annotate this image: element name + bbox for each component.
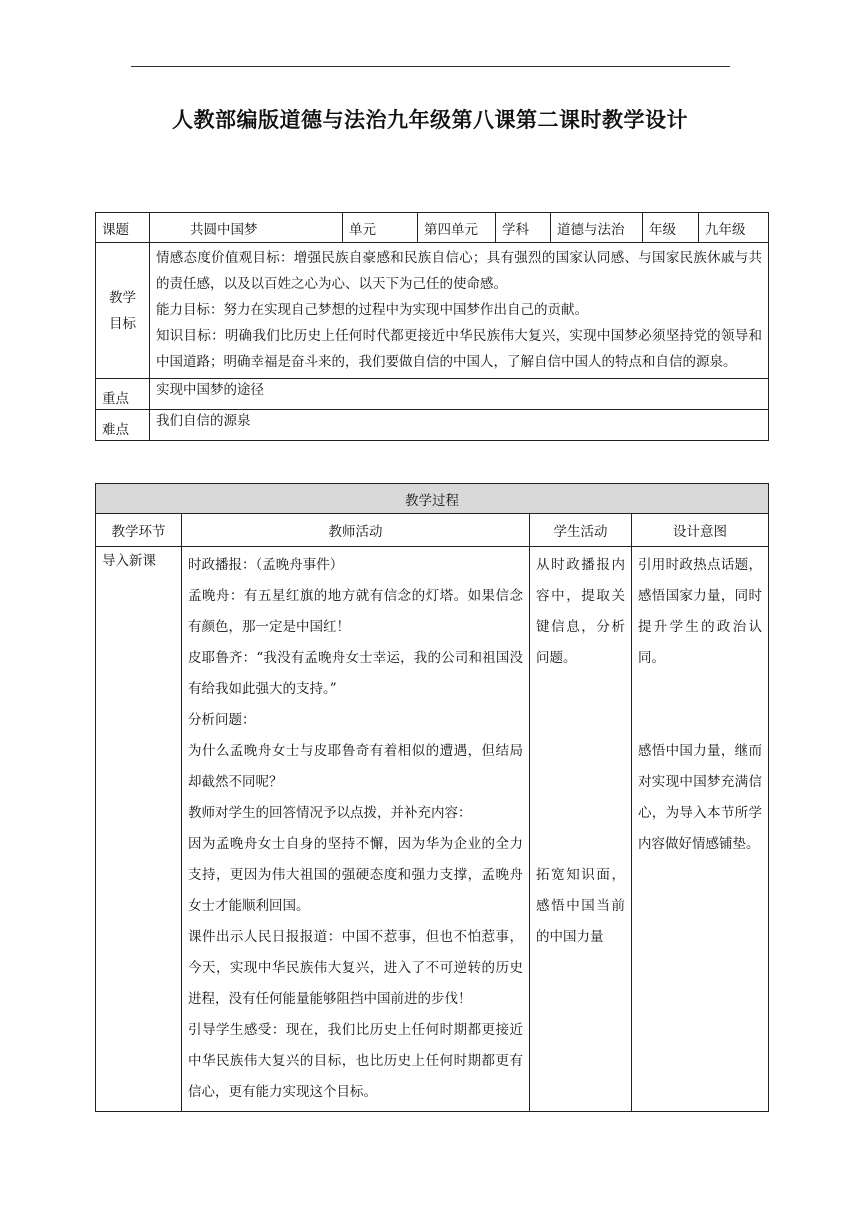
course-label: 课题: [96, 213, 150, 243]
teacher-line: 引导学生感受：现在，我们比历史上任何时期都更接近中华民族伟大复兴的目标，也比历史上任何时期都更有信心，更有能力实现这个目标。: [188, 1022, 523, 1100]
difficult-point-row: [96, 410, 769, 441]
teacher-line: 教师对学生的回答情况予以点拨，并补充内容：: [188, 805, 472, 821]
student-activity-2: 拓宽知识面，感悟中国当前的中国力量: [536, 867, 625, 945]
student-activity-1: 从时政播报内容中，提取关键信息，分析问题。: [536, 557, 625, 666]
header-stage: 教学环节: [96, 514, 182, 547]
goals-row: [96, 243, 769, 379]
header-intent: 设计意图: [632, 514, 769, 547]
goal-ability: 能力目标：努力在实现自己梦想的过程中为实现中国梦作出自己的贡献。: [156, 302, 588, 318]
goals-label-line2: 目标: [109, 315, 136, 332]
teacher-line: 因为孟晚舟女士自身的坚持不懈，因为华为企业的全力支持，更因为伟大祖国的强硬态度和强力支撑，孟晚舟女士才能顺利回国。: [188, 836, 523, 914]
goal-knowledge: 知识目标：明确我们比历史上任何时代都更接近中华民族伟大复兴，实现中国梦必须坚持党的领导和中国道路；明确幸福是奋斗来的，我们要做自信的中国人，了解自信中国人的特点和自信的源泉。: [156, 328, 762, 370]
teacher-line: 皮耶鲁齐：“我没有孟晚舟女士幸运，我的公司和祖国没有给我如此强大的支持。”: [188, 650, 523, 697]
teacher-line: 孟晚舟：有五星红旗的地方就有信念的灯塔。如果信念有颜色，那一定是中国红！: [188, 588, 523, 635]
teacher-line: 课件出示人民日报报道：中国不惹事，但也不怕惹事，今天，实现中华民族伟大复兴，进入了不可逆转的历史进程，没有任何能量能够阻挡中国前进的步伐！: [188, 929, 523, 1007]
document-title: 人教部编版道德与法治九年级第八课第二课时教学设计: [172, 108, 688, 132]
teacher-line: 为什么孟晚舟女士与皮耶鲁奇有着相似的遭遇，但结局却截然不同呢？: [188, 743, 523, 790]
design-intent-cell: [632, 547, 769, 1112]
key-point-value: 实现中国梦的途径: [150, 379, 769, 410]
teacher-line: 时政播报：（孟晚舟事件）: [188, 557, 344, 573]
stage-cell: 导入新课: [96, 547, 182, 1112]
teaching-process-table: [95, 483, 769, 1112]
difficult-point-value: 我们自信的源泉: [150, 410, 769, 441]
course-row: [96, 213, 769, 243]
goal-attitude: 情感态度价值观目标：增强民族自豪感和民族自信心；具有强烈的国家认同感、与国家民族休戚与共的责任感，以及以百姓之心为心、以天下为己任的使命感。: [156, 250, 762, 292]
student-spacer: [536, 674, 625, 860]
unit-label: 单元: [343, 213, 418, 243]
process-header-row: [96, 514, 769, 547]
design-intent-2: 感悟中国力量，继而对实现中国梦充满信心，为导入本节所学内容做好情感铺垫。: [638, 743, 762, 852]
subject-value: 道德与法治: [551, 213, 643, 243]
goals-label: [96, 243, 150, 379]
header-rule: [131, 66, 730, 67]
header-student: 学生活动: [530, 514, 632, 547]
teacher-line: 分析问题：: [188, 712, 256, 728]
design-intent-1: 引用时政热点话题，感悟国家力量，同时提升学生的政治认同。: [638, 557, 762, 666]
subject-label: 学科: [496, 213, 551, 243]
intent-spacer: [638, 674, 762, 736]
key-point-label: 重点: [96, 379, 150, 410]
process-row-intro: [96, 547, 769, 1112]
difficult-point-label: 难点: [96, 410, 150, 441]
goals-content: [150, 243, 769, 379]
process-band: [96, 484, 769, 514]
process-band-title: 教学过程: [96, 484, 769, 514]
teacher-activity-cell: [182, 547, 530, 1112]
unit-value: 第四单元: [418, 213, 496, 243]
key-point-row: [96, 379, 769, 410]
goals-label-line1: 教学: [109, 289, 136, 306]
lesson-info-table: [95, 212, 769, 441]
grade-value: 九年级: [699, 213, 769, 243]
grade-label: 年级: [643, 213, 699, 243]
course-value: 共圆中国梦: [150, 213, 343, 243]
header-teacher: 教师活动: [182, 514, 530, 547]
student-activity-cell: [530, 547, 632, 1112]
